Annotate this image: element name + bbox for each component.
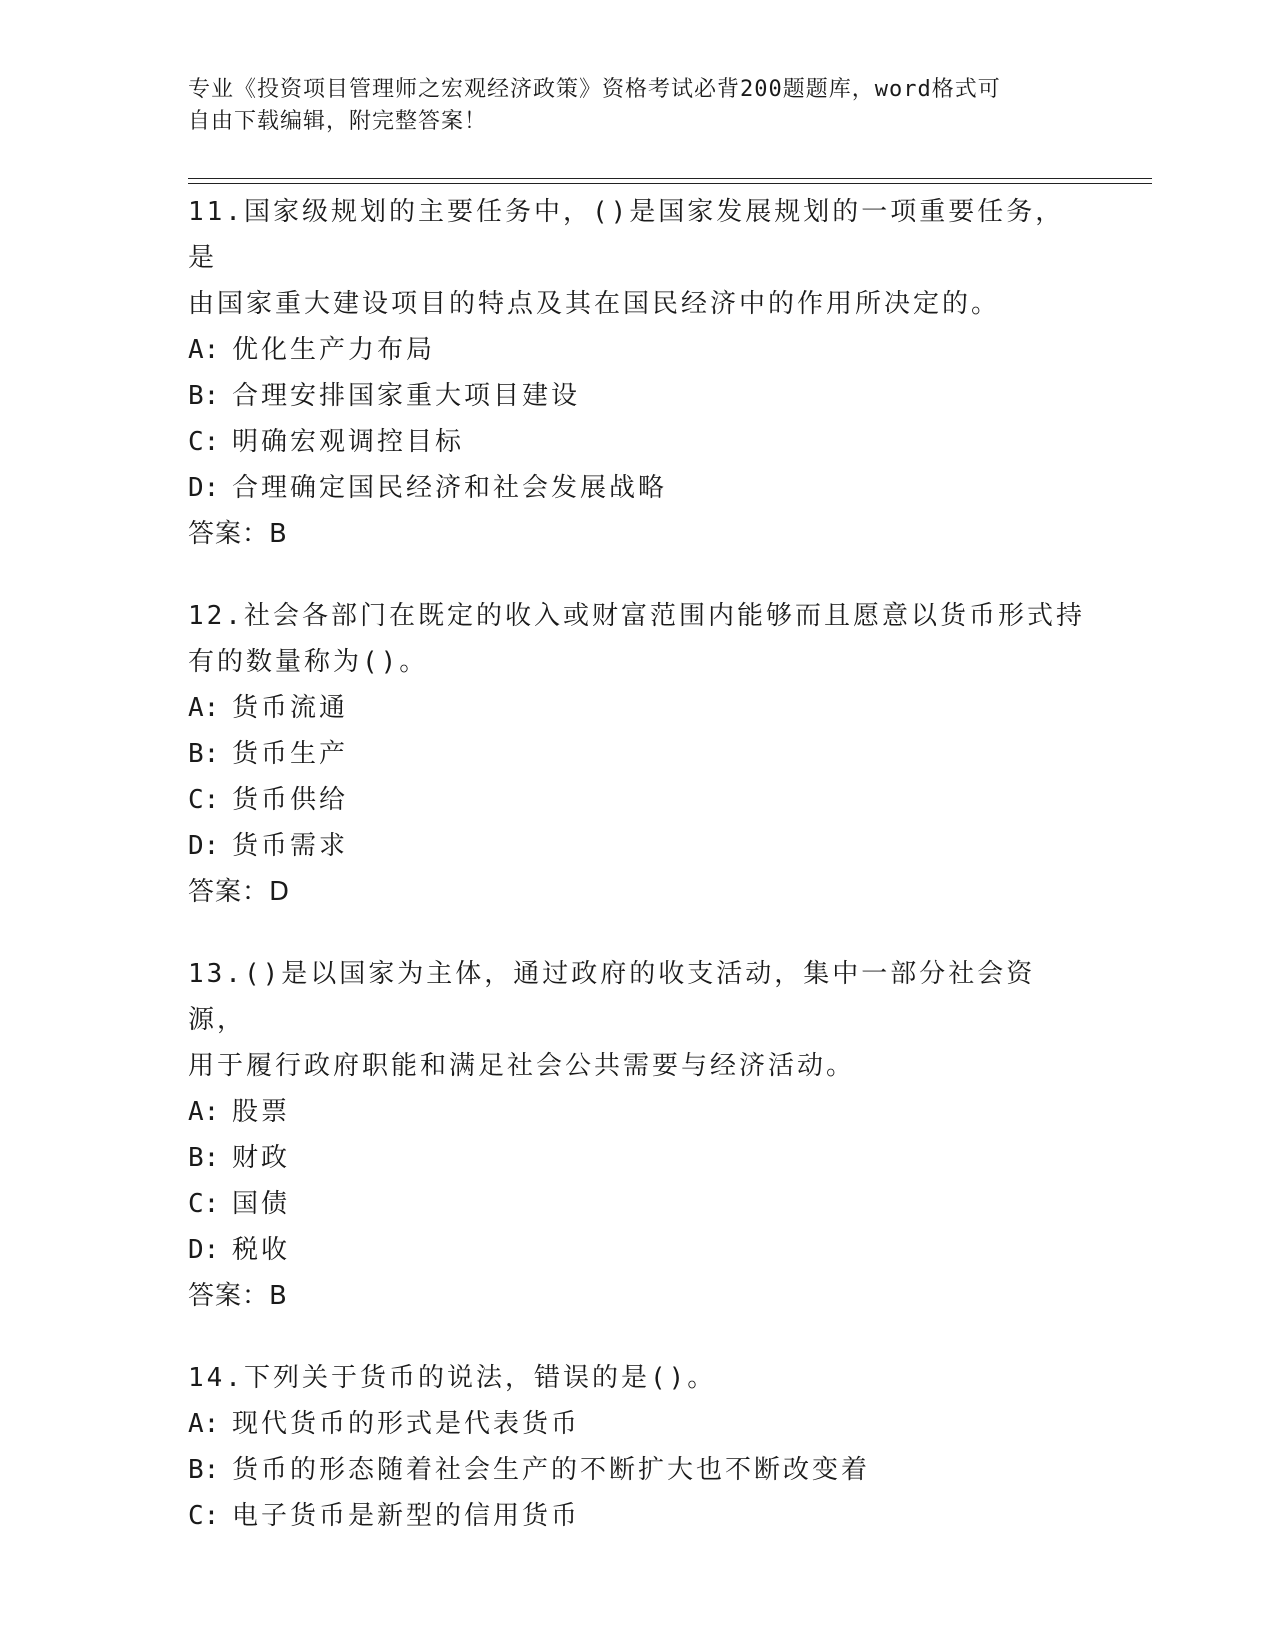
option-b [188,373,1088,419]
option-text: 货币需求 [232,831,349,861]
option-text: 优化生产力布局 [232,335,436,365]
option-text: 明确宏观调控目标 [232,427,465,457]
option-text: 股票 [232,1097,291,1127]
answer-line: 答案：B [188,519,288,549]
option-d [188,823,1088,869]
option-letter: C: [188,1501,220,1531]
option-b [188,1447,1088,1493]
option-a [188,685,1088,731]
option-letter: C: [188,785,220,815]
option-text: 国债 [232,1189,291,1219]
option-letter: A: [188,1409,220,1439]
option-letter: C: [188,427,220,457]
option-c [188,1493,1088,1539]
option-letter: A: [188,1097,220,1127]
option-text: 电子货币是新型的信用货币 [232,1501,581,1531]
header-line-1: 专业《投资项目管理师之宏观经济政策》资格考试必背200题题库，word格式可 [188,77,1001,102]
option-text: 现代货币的形式是代表货币 [232,1409,581,1439]
question-stem-line: 11.国家级规划的主要任务中，()是国家发展规划的一项重要任务，是 [188,197,1065,273]
option-b [188,731,1088,777]
option-text: 货币流通 [232,693,349,723]
option-text: 合理确定国民经济和社会发展战略 [232,473,668,503]
option-letter: A: [188,693,220,723]
option-text: 货币生产 [232,739,349,769]
option-letter: A: [188,335,220,365]
question-14 [188,1355,1088,1539]
question-stem-line: 13.()是以国家为主体，通过政府的收支活动，集中一部分社会资源， [188,959,1036,1035]
option-b [188,1135,1088,1181]
document-header [188,74,1088,138]
option-a [188,1401,1088,1447]
answer-line: 答案：B [188,1281,288,1311]
option-letter: B: [188,739,220,769]
question-stem-line: 有的数量称为()。 [188,647,429,677]
option-c [188,419,1088,465]
header-line-2: 自由下载编辑，附完整答案！ [188,109,488,134]
option-letter: C: [188,1189,220,1219]
option-c [188,1181,1088,1227]
question-11 [188,189,1088,557]
question-stem-line: 12.社会各部门在既定的收入或财富范围内能够而且愿意以货币形式持 [188,601,1085,631]
question-12 [188,593,1088,915]
option-d [188,465,1088,511]
option-text: 财政 [232,1143,291,1173]
option-a [188,1089,1088,1135]
option-letter: B: [188,1455,220,1485]
question-stem-line: 14.下列关于货币的说法，错误的是()。 [188,1363,717,1393]
option-letter: D: [188,473,220,503]
option-c [188,777,1088,823]
header-divider-bottom [188,183,1152,184]
option-text: 货币的形态随着社会生产的不断扩大也不断改变着 [232,1455,871,1485]
option-letter: B: [188,1143,220,1173]
option-d [188,1227,1088,1273]
option-letter: D: [188,1235,220,1265]
answer-line: 答案：D [188,877,291,907]
option-letter: B: [188,381,220,411]
option-text: 货币供给 [232,785,349,815]
option-text: 税收 [232,1235,291,1265]
option-a [188,327,1088,373]
header-divider-top [188,178,1152,179]
option-letter: D: [188,831,220,861]
question-13 [188,951,1088,1319]
question-stem-line: 由国家重大建设项目的特点及其在国民经济中的作用所决定的。 [188,289,1001,319]
question-list [188,189,1088,1575]
option-text: 合理安排国家重大项目建设 [232,381,581,411]
question-stem-line: 用于履行政府职能和满足社会公共需要与经济活动。 [188,1051,856,1081]
